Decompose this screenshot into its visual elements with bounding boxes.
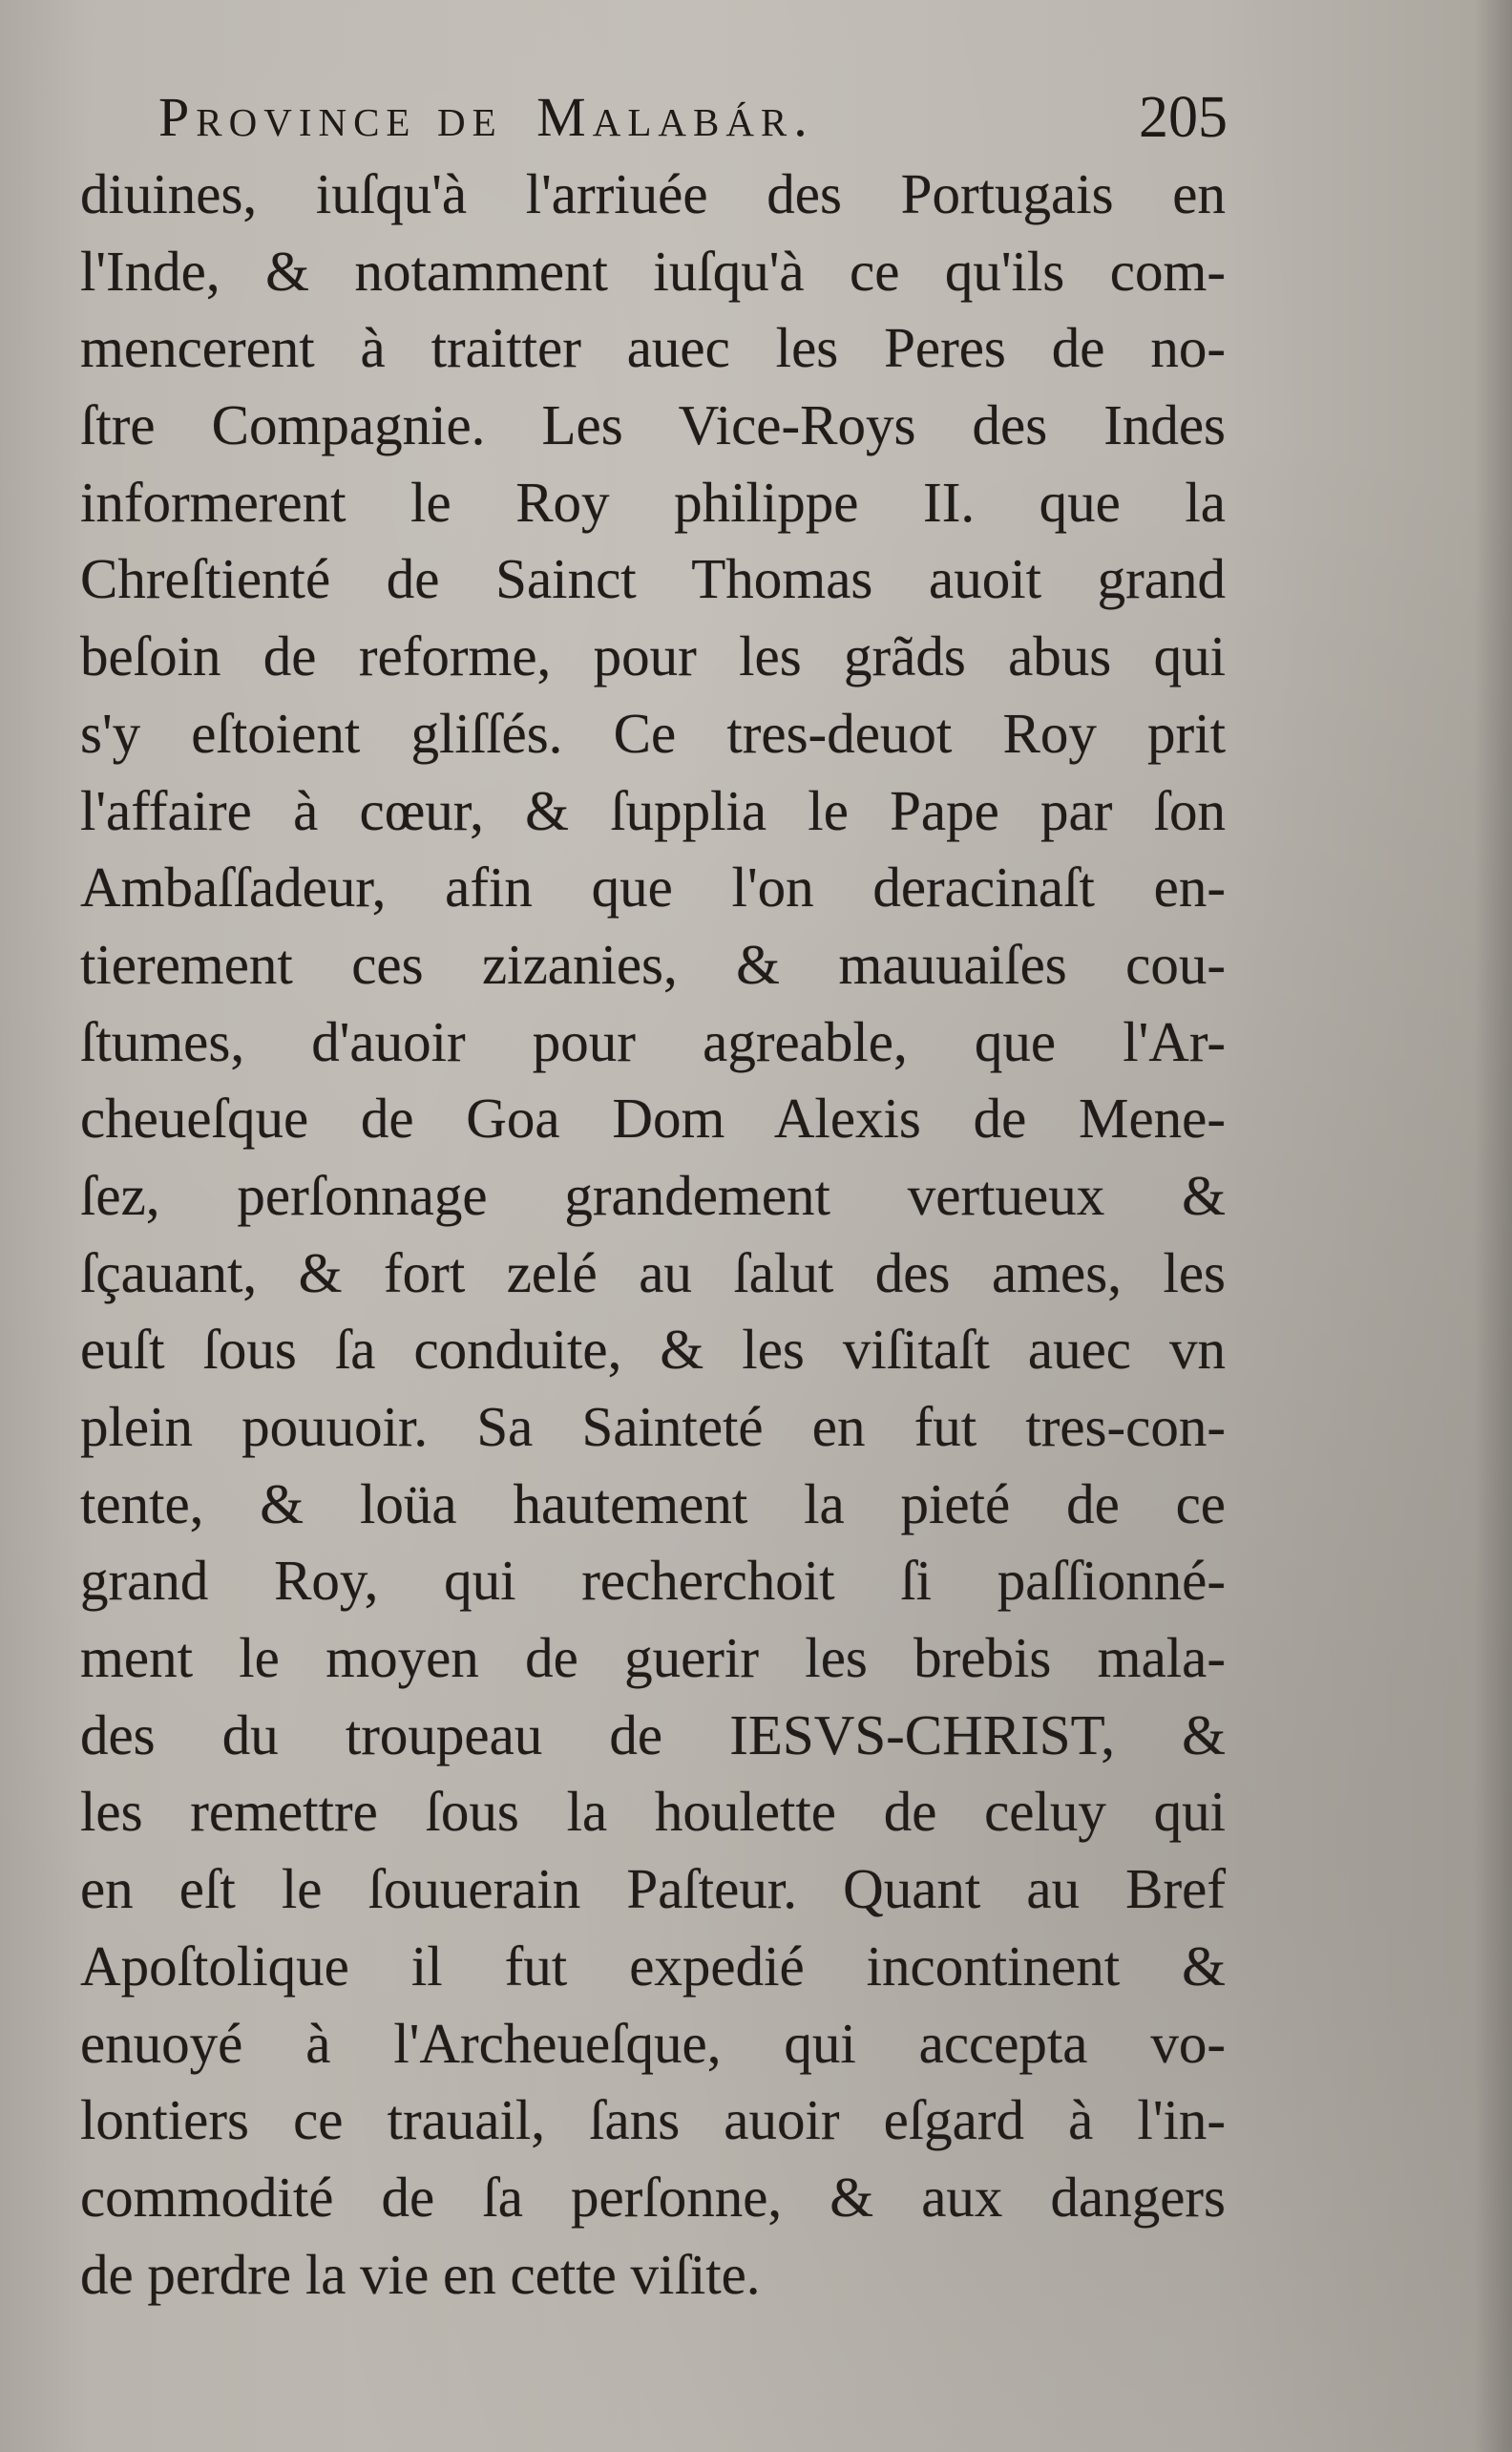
running-header (158, 82, 1228, 153)
text-line: mencerent à traitter auec les Peres de no- (80, 316, 1226, 380)
text-line: s'y eſtoient gliſſés. Ce tres-deuot Roy prit (80, 701, 1226, 765)
text-line: ſtumes, d'auoir pour agreable, que l'Ar- (80, 1009, 1226, 1073)
text-line: lontiers ce trauail, ſans auoir eſgard à l'in- (80, 2088, 1226, 2152)
text-line: diuines, iuſqu'à l'arriuée des Portugais en (80, 162, 1226, 225)
text-line: ment le moyen de guerir les brebis mala- (80, 1626, 1226, 1690)
text-line: tierement ces zizanies, & mauuaiſes cou- (80, 932, 1226, 996)
text-line: Apoſtolique il fut expedié incontinent & (80, 1934, 1226, 1998)
text-line: commodité de ſa perſonne, & aux dangers (80, 2165, 1226, 2229)
body-text (80, 156, 1226, 2313)
text-line: beſoin de reforme, pour les grãds abus qui (80, 624, 1226, 688)
page-number: 205 (1139, 85, 1228, 150)
text-line: cheueſque de Goa Dom Alexis de Mene- (80, 1087, 1226, 1151)
running-title-part2: Malabár. (536, 86, 814, 148)
text-line: l'affaire à cœur, & ſupplia le Pape par ſon (80, 778, 1226, 842)
page-edge-shadow (1474, 0, 1512, 2452)
text-line: tente, & loüa hautement la pieté de ce (80, 1471, 1226, 1535)
text-line: euſt ſous ſa conduite, & les viſitaſt auec vn (80, 1318, 1226, 1382)
text-line: ſçauant, & fort zelé au ſalut des ames, les (80, 1240, 1226, 1304)
text-line: l'Inde, & notamment iuſqu'à ce qu'ils com- (80, 239, 1226, 303)
text-line: informerent le Roy philippe II. que la (80, 470, 1226, 534)
running-title-part1: Province de (158, 86, 503, 148)
text-line: Ambaſſadeur, afin que l'on deracinaſt en- (80, 856, 1226, 920)
text-line: les remettre ſous la houlette de celuy qui (80, 1780, 1226, 1844)
text-line: grand Roy, qui recherchoit ſi paſſionné- (80, 1549, 1226, 1613)
text-line-last: de perdre la vie en cette viſite. (80, 2242, 761, 2306)
text-line: enuoyé à l'Archeueſque, qui accepta vo- (80, 2011, 1226, 2075)
text-line: Chreſtienté de Sainct Thomas auoit grand (80, 547, 1226, 611)
text-line: ſez, perſonnage grandement vertueux & (80, 1163, 1226, 1227)
text-line: plein pouuoir. Sa Sainteté en fut tres-con- (80, 1395, 1226, 1458)
text-line: en eſt le ſouuerain Paſteur. Quant au Bref (80, 1857, 1226, 1921)
text-line: des du troupeau de IESVS-CHRIST, & (80, 1702, 1226, 1766)
text-line: ſtre Compagnie. Les Vice-Roys des Indes (80, 393, 1226, 457)
